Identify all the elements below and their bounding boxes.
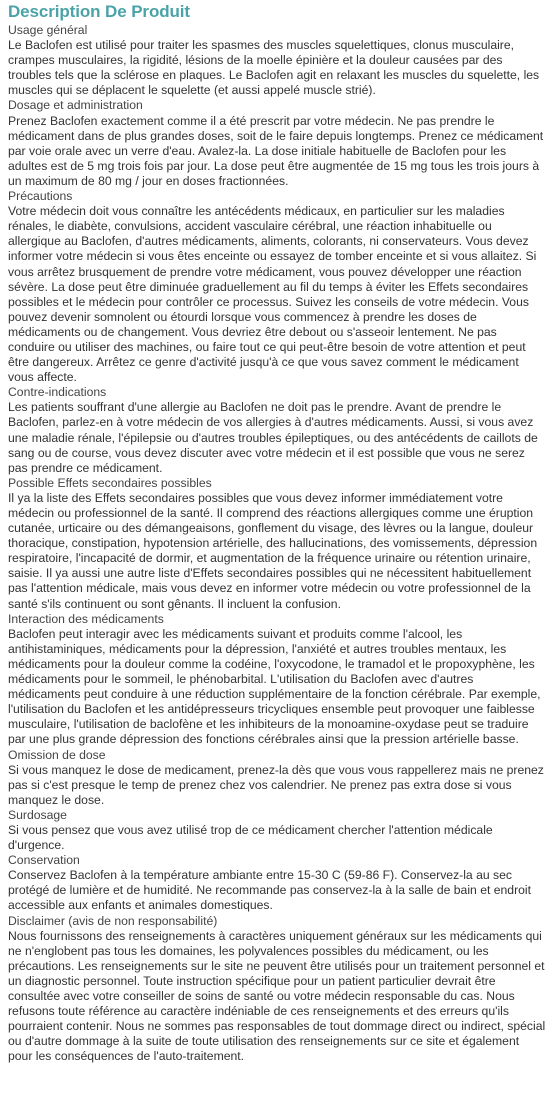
section-heading: Disclaimer (avis de non responsabilité) (8, 913, 218, 928)
section-heading: Contre-indications (8, 385, 107, 400)
section-heading: Surdosage (8, 807, 67, 822)
section-contraindications (8, 385, 546, 476)
section-body: Si vous pensez que vous avez utilisé trop de ce médicament chercher l'attention médicale d'urgence. (8, 822, 493, 853)
section-disclaimer (8, 914, 546, 1065)
section-dosage (8, 98, 546, 189)
page-title: Description De Produit (8, 2, 190, 21)
section-precautions (8, 189, 546, 385)
section-side-effects (8, 476, 546, 612)
section-storage (8, 853, 546, 913)
section-body: Prenez Baclofen exactement comme il a été prescrit par votre médecin. Ne pas prendre le médicament dans de plus grandes doses, soit de le faire depuis longtemps. Prenez ce médicament par voie orale avec un verre d'eau. Avalez-la. La dose initiale habituelle de Baclofen pour les adultes est de 5 mg trois fois par jour. La dose peut être augmentée de 15 mg tous les trois jours à un maximum de 80 mg / jour en doses fractionnées. (8, 113, 544, 188)
section-heading: Interaction des médicaments (8, 611, 164, 626)
section-heading: Dosage et administration (8, 98, 143, 113)
section-heading: Omission de dose (8, 747, 106, 762)
section-usage (8, 23, 546, 98)
section-missed-dose (8, 748, 546, 808)
section-body: Le Baclofen est utilisé pour traiter les spasmes des muscles squelettiques, clonus musculaire, crampes musculaires, la rigidité, lésions de la moelle épinière et la douleur causées par des troubles tels que la sclérose en plaques. Le Baclofen agit en relaxant les muscles du squelette, les muscles qui se déplacent le squelette (et aussi appelé muscle strié). (8, 38, 540, 98)
section-body: Votre médecin doit vous connaître les antécédents médicaux, en particulier sur les maladies rénales, le diabète, convulsions, accident vasculaire cérébral, une réaction inhabituelle ou allergique au Baclofen, d'autres médicaments, aliments, colorants, ni conservateurs. Vous devez informer votre médecin si vous êtes enceinte ou essayez de tomber enceinte et si vous allaitez. Si vous arrêtez brusquement de prendre votre médicament, vous pouvez développer une réaction sévère. La dose peut être diminuée graduellement au fil du temps à éviter les Effets secondaires possibles et le médecin pour contrôler ce processus. Suivez les conseils de votre médecin. Vous pouvez devenir somnolent ou étourdi lorsque vous commencez à prendre les doses de médicaments ou de changement. Vous devriez être debout ou s'asseoir lentement. Ne pas conduire ou utiliser des machines, ou faire tout ce qui peut-être besoin de votre attention et peut être dangereux. Arrêtez ce genre d'activité jusqu'à ce que vous savez comment le médicament vous affecte. (8, 204, 537, 385)
section-heading: Possible Effets secondaires possibles (8, 475, 212, 490)
section-overdose (8, 808, 546, 853)
section-body: Nous fournissons des renseignements à caractères uniquement généraux sur les médicaments qui ne n'englobent pas tous les domaines, les polyvalences possibles du médicament, ou les précautions. Les renseignements sur le site ne peuvent être utilisés pour un traitement personnel et un diagnostic personnel. Toute instruction spécifique pour un patient particulier devrait être consultée avec votre conseiller de soins de santé ou votre médecin responsable du cas. Nous refusons toute référence au caractère indéniable de ces renseignements et des erreurs qu'ils pourraient contenir. Nous ne sommes pas responsables de tout dommage direct ou indirect, spécial ou d'autre dommage à la suite de toute utilisation des renseignements sur ce site et également pour les conséquences de l'auto-traitement. (8, 928, 546, 1064)
section-heading: Précautions (8, 189, 73, 204)
section-body: Baclofen peut interagir avec les médicaments suivant et produits comme l'alcool, les antihistaminiques, médicaments pour la dépression, l'anxiété et autres troubles mentaux, les médicaments pour la douleur comme la codéine, l'oxycodone, le tramadol et le propoxyphène, les médicaments pour le sommeil, le phénobarbital. L'utilisation du Baclofen avec d'autres médicaments peut conduire à une réduction supplémentaire de la fonction cérébrale. Par exemple, l'utilisation du Baclofen et les antidépresseurs tricycliques ensemble peut provoquer une faiblesse musculaire, l'utilisation de baclofène et les inhibiteurs de la monoamine-oxydase peut se traduire par une plus grande dépression des fonctions cérébrales ainsi que la pression artérielle basse. (8, 626, 541, 747)
section-interactions (8, 612, 546, 748)
section-heading: Conservation (8, 853, 80, 868)
section-body: Si vous manquez le dose de medicament, prenez-la dès que vous vous rappellerez mais ne prenez pas si c'est presque le temp de prenez chez vos calendrier. Ne prenez pas extra dose si vous manquez le dose. (8, 762, 544, 807)
section-body: Les patients souffrant d'une allergie au Baclofen ne doit pas le prendre. Avant de prendre le Baclofen, parlez-en à votre médecin de vos allergies à d'autres médicaments. Aussi, si vous avez une maladie rénale, l'épilepsie ou d'autres troubles épileptiques, ou des antécédents de caillots de sang ou de course, vous devez discuter avec votre médecin et il est possible que vous ne serez pas prendre ce médicament. (8, 400, 538, 475)
section-heading: Usage général (8, 23, 88, 37)
section-body: Il ya la liste des Effets secondaires possibles que vous devez informer immédiatement votre médecin ou professionnel de la santé. Il comprend des réactions allergiques comme une éruption cutanée, urticaire ou des démangeaisons, gonflement du visage, des lèvres ou la langue, douleur thoracique, constipation, hypotension artérielle, des hallucinations, des vomissements, dépression respiratoire, l'incapacité de dormir, et augmentation de la fréquence urinaire ou rétention urinaire, saisie. Il ya aussi une autre liste d'Effets secondaires possibles qui ne nécessitent habituellement pas l'attention médicale, mais vous devez en informer votre médecin ou votre professionnel de la santé s'ils continuent ou sont gênants. Il incluent la confusion. (8, 490, 538, 611)
section-body: Conservez Baclofen à la température ambiante entre 15-30 C (59-86 F). Conservez-la au sec protégé de lumière et de humidité. Ne recommande pas conservez-la à la salle de bain et endroit accessible aux enfants et animales domestiques. (8, 868, 532, 913)
